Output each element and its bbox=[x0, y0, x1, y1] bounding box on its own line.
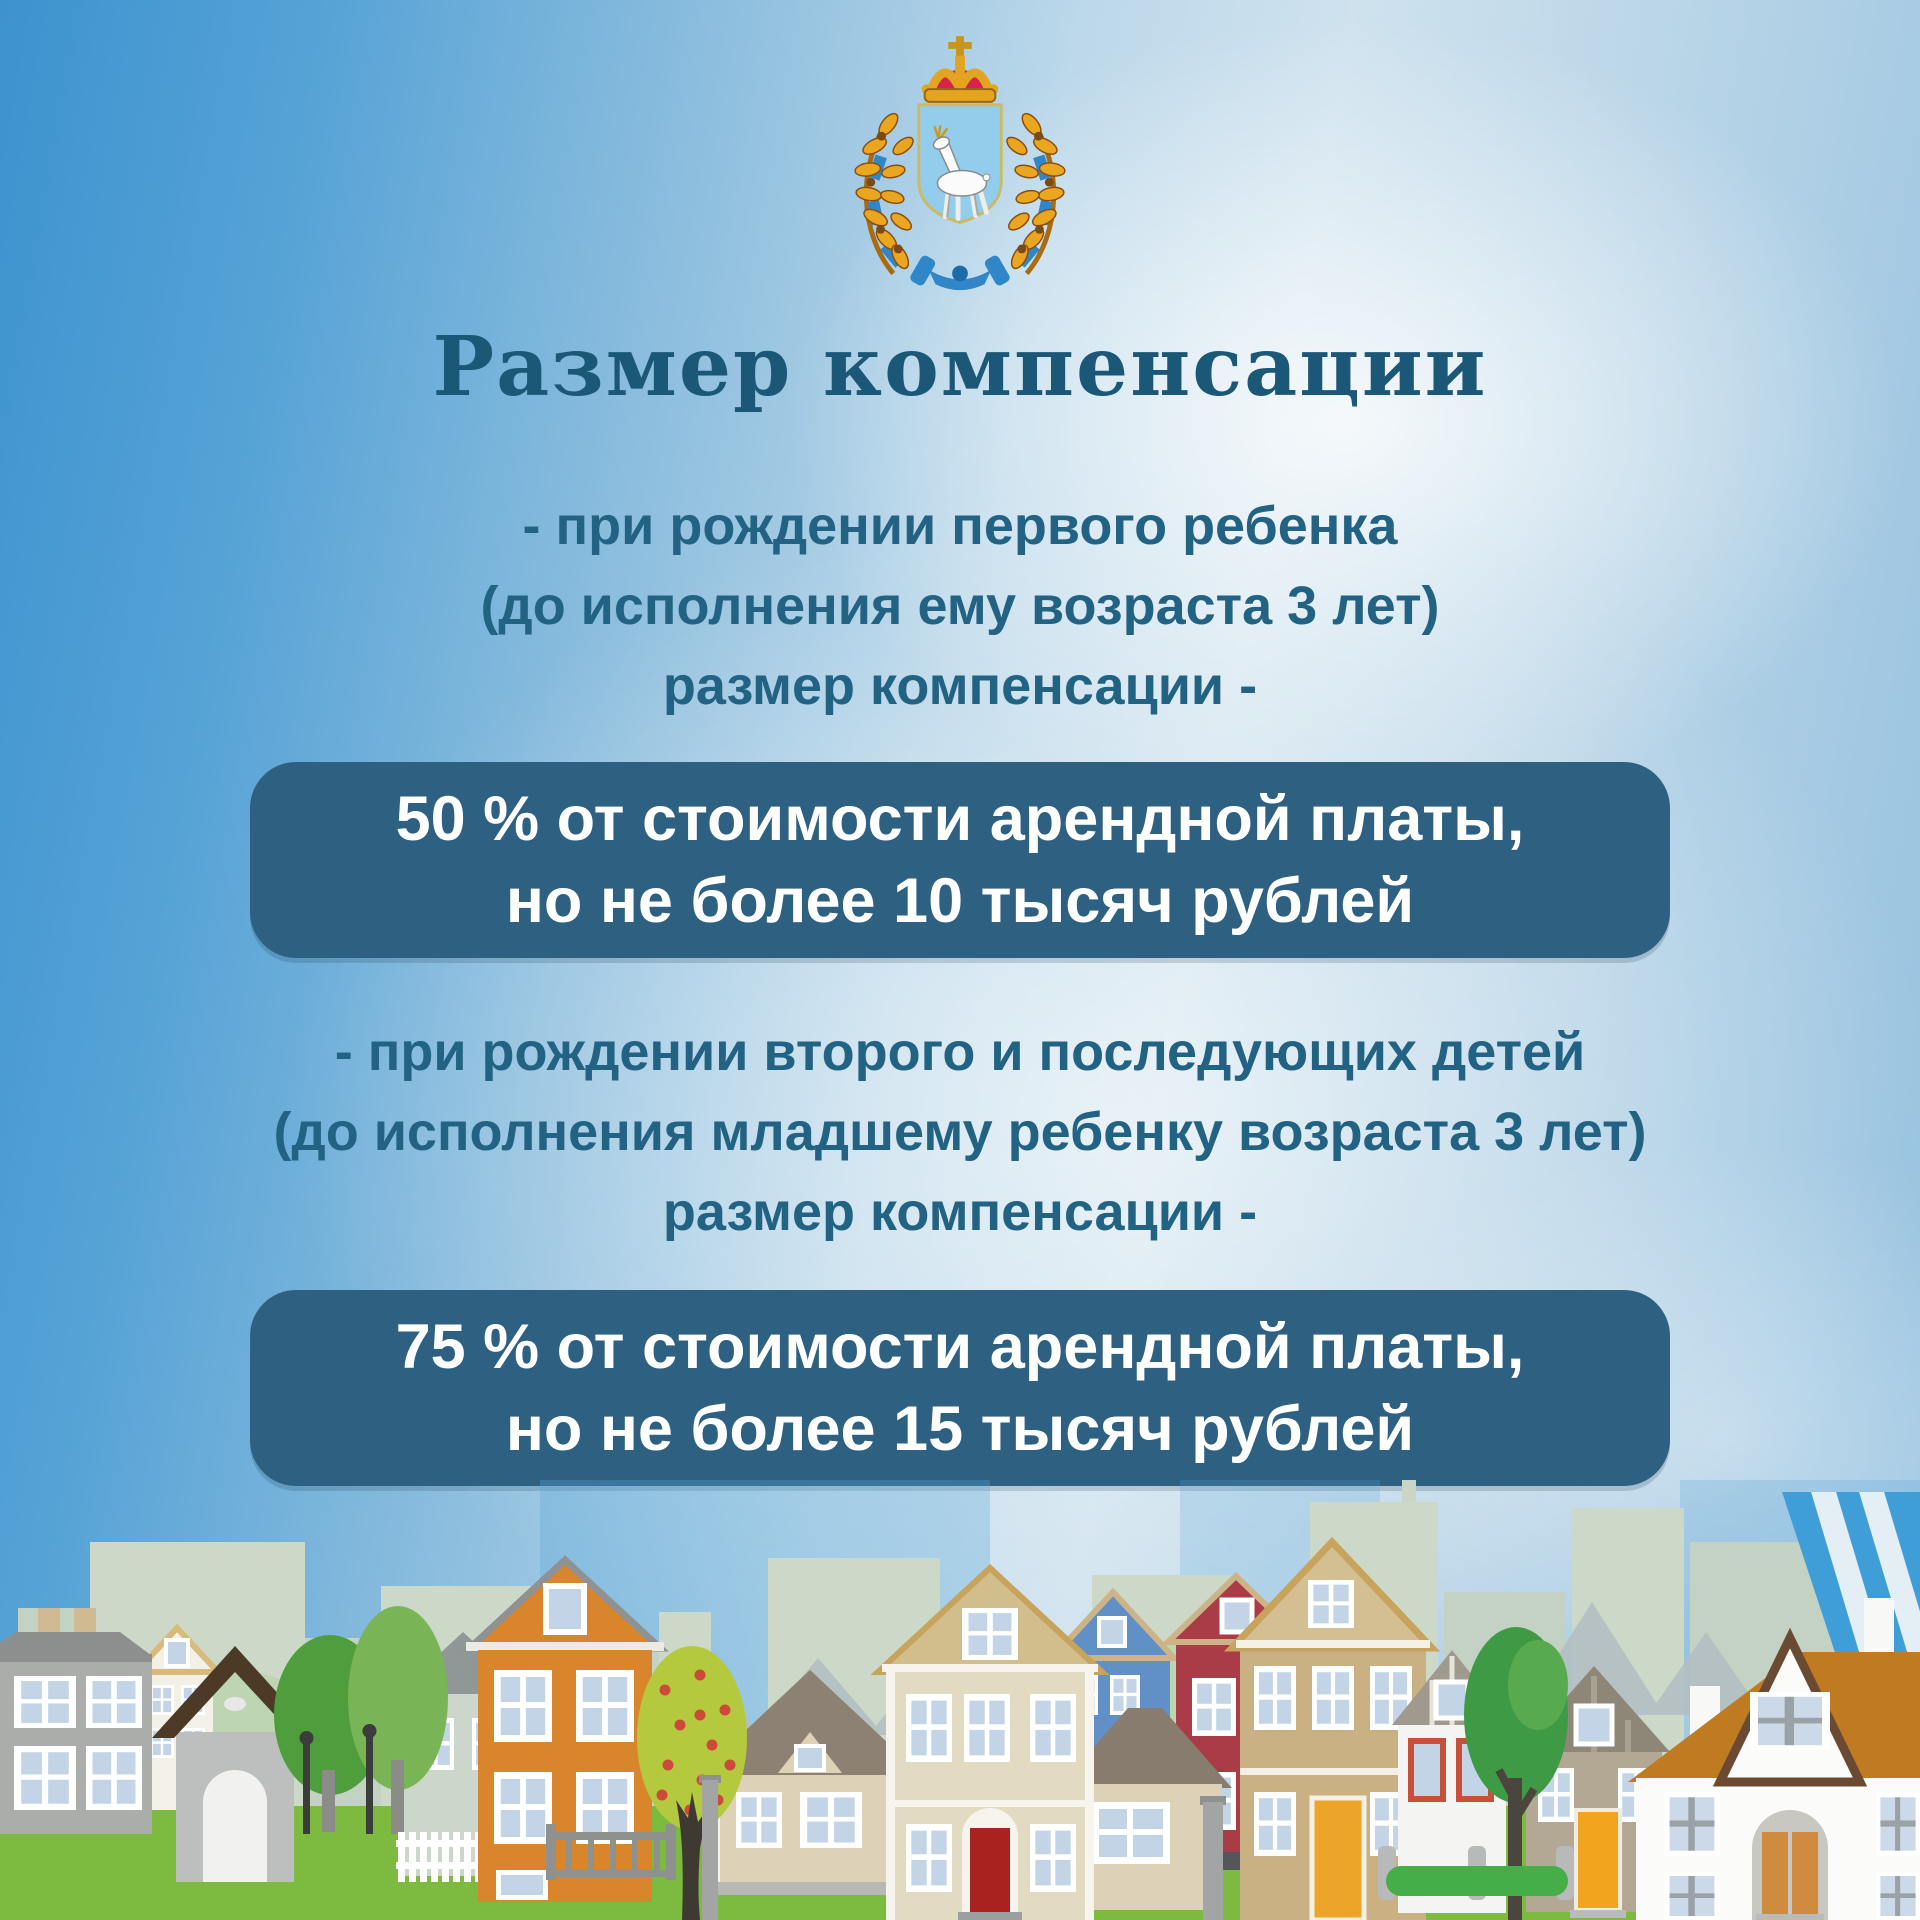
intro-line: - при рождении первого ребенка bbox=[522, 496, 1398, 556]
benefit-line: 50 % от стоимости арендной платы, bbox=[395, 784, 1525, 854]
imperial-crown-icon bbox=[922, 36, 999, 102]
intro-paragraph-2 bbox=[0, 1012, 1920, 1252]
benefit-line: но не более 10 тысяч рублей bbox=[505, 866, 1415, 936]
intro-line: размер компенсации - bbox=[662, 656, 1258, 716]
coat-of-arms-icon bbox=[833, 28, 1088, 313]
benefit-box-2 bbox=[250, 1290, 1670, 1486]
intro-line: (до исполнения младшему ребенку возраста 3 лет) bbox=[273, 1102, 1647, 1162]
ribbon-bow-icon bbox=[909, 254, 1012, 290]
benefit-line: но не более 15 тысяч рублей bbox=[505, 1394, 1415, 1464]
benefit-line: 75 % от стоимости арендной платы, bbox=[395, 1312, 1525, 1382]
benefit-box-1 bbox=[250, 762, 1670, 958]
coat-of-arms bbox=[833, 28, 1088, 313]
intro-line: (до исполнения ему возраста 3 лет) bbox=[480, 576, 1440, 636]
page-title: Размер компенсации bbox=[432, 319, 1488, 415]
cityscape-illustration bbox=[0, 1480, 1920, 1920]
intro-line: - при рождении второго и последующих детей bbox=[334, 1022, 1586, 1082]
intro-paragraph-1 bbox=[0, 486, 1920, 726]
intro-line: размер компенсации - bbox=[662, 1182, 1258, 1242]
house-gray bbox=[0, 1608, 152, 1834]
